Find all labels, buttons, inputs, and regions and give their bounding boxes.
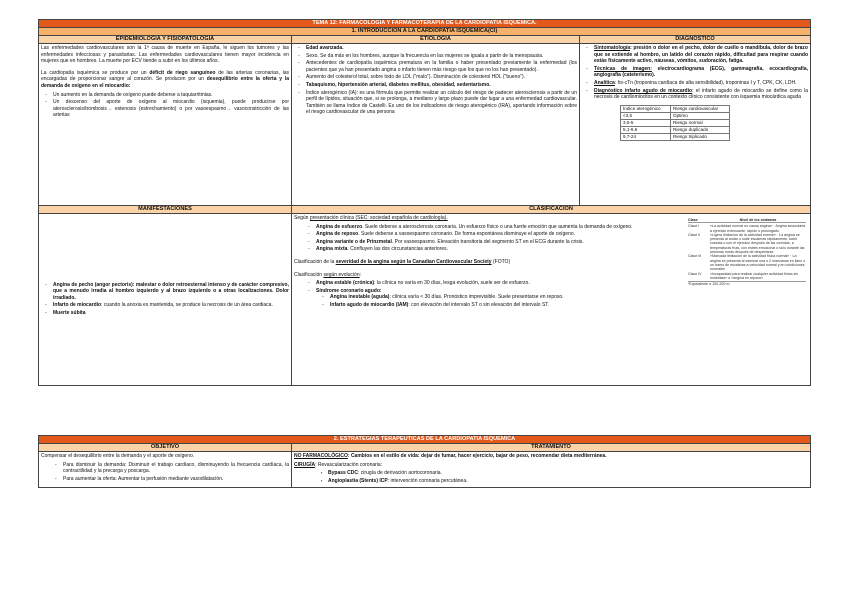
diagnosis-cell xyxy=(580,44,811,206)
list-item: - Infarto de miocardio: cuando la anoxia es mantenida, se produce la necrosis de un área cardiaca. xyxy=(53,302,289,309)
etiology-list xyxy=(294,45,577,116)
clinical-list xyxy=(294,224,676,253)
ccs-footnote: *Equivalente a 100-200 m. xyxy=(688,281,806,286)
list-item: - Infarto agudo de miocardio (IAM): con elevación del intervalo ST o sin elevación del intervalo ST. xyxy=(330,302,676,309)
list-item: - Analítica: hs-cTn (troponina cardíaca de alta sensibilidad), troponinas I y T, CPK, CK, LDH. xyxy=(594,80,808,87)
treatment-cell xyxy=(292,452,811,488)
list-item: - Angina variante o de Prinzmetal. Por vasoespasmo. Elevación transitoria del segmento ST en el ECG durante la crisis. xyxy=(316,239,676,246)
list-item: - Técnicas de imagen: electrocardiograma (ECG), gammagrafía, ecocardiografía, angiografía (cateterismo). xyxy=(594,66,808,79)
surgery-list xyxy=(294,470,808,484)
list-item: ▪ Angioplastia (Stents) ICP: intervención coronaria percutánea. xyxy=(328,478,808,485)
epidemiology-list xyxy=(41,92,289,119)
list-item: - Angina de esfuerzo. Suele deberse a aterosclerosis coronaria. Un esfuerzo físico o una fuerte emoción que aumenta la demanda de oxígeno. xyxy=(316,224,676,231)
list-item: - Angina mixta. Confluyen las dos circunstancias anteriores. xyxy=(316,246,676,253)
table-row: 3,5-5 Riesgo normal xyxy=(621,119,730,126)
table-row: 9,7-24 Riesgo triplicado xyxy=(621,133,730,140)
list-item: - Angina de pecho (angor pectoris): malestar o dolor retroesternal intenso y de carácter compresivo, que a menudo irradia al hombro izquierdo y al brazo izquierdo o a otras localizaciones. Dolor irradiado. xyxy=(53,282,289,302)
table-header: Riesgo cardiovascular xyxy=(671,105,730,112)
atherogenic-index-table xyxy=(620,105,730,141)
document-title: TEMA 12: FARMACOLOGÍA Y FARMACOTERAPIA DE LA CARDIOPATÍA ISQUÉMICA. xyxy=(39,20,811,28)
classification-text xyxy=(294,215,676,309)
classification-header: CLASIFICACIÓN xyxy=(292,206,811,214)
list-item: - Sexo. Se da más en los hombres, aunque la frecuencia en las mujeres se iguala a partir de la menopausia. xyxy=(306,53,577,60)
objective-header: OBJETIVO xyxy=(39,444,292,452)
etiology-cell xyxy=(292,44,580,206)
evolution-list xyxy=(294,280,676,308)
clinical-presentation-title: Según presentación clínica (SEC: sociedad española de cardiología). xyxy=(294,215,448,221)
table-row: Clase IV «Incapacidad para realizar cualquier actividad física sin molestias» o «angina en reposo» xyxy=(688,271,799,280)
manifestations-cell xyxy=(39,214,292,386)
section2-table xyxy=(38,435,811,488)
manifestations-header: MANIFESTACIONES xyxy=(39,206,292,214)
ccs-severity-table xyxy=(688,218,806,286)
list-item: ▪ Bypass CDC: cirugía de derivación aortocoronaria. xyxy=(328,470,808,477)
list-item: - Angina de reposo. Suele deberse a vasoespasmo coronario. De forma espontánea disminuye el aporte de oxígeno. xyxy=(316,231,676,238)
table-row: 5,1-9,6 Riesgo duplicado xyxy=(621,126,730,133)
list-item: - Muerte súbita xyxy=(53,310,289,317)
list-item: - Para aumentar la oferta: Aumentar la perfusión mediante vasodilatación. xyxy=(63,476,289,483)
list-item: - Aumento del colesterol total, sobre todo de LDL ("malo"). Disminución de colesterol HDL ("bueno"). xyxy=(306,74,577,81)
epidemiology-paragraph-1: Las enfermedades cardiovasculares son la 1ª causa de muerte en España, le siguen los tumores y las enfermedades infecciosas y parasitarias. Las enfermedades cardiovasculares tienen mayor incidencia en mujeres que en hombres. La muerte por ECV tiende a subir en los últimos años. xyxy=(41,45,289,65)
objective-list xyxy=(41,462,289,483)
list-item: - Antecedentes de cardiopatía isquémica prematura en la familia o haber presentado previamente la enfermedad (los pacientes que ya han presentado angina o infarto tienen más riesgo que los que no los han presentado). xyxy=(306,60,577,73)
objective-intro: Compensar el desequilibrio entre la demanda y el aporte de oxígeno. xyxy=(41,453,195,459)
epidemiology-paragraph-2: La cardiopatía isquémica se produce por un déficit de riego sanguíneo de las arterias coronarias, las encargadas de proporcionar sangre al corazón. Se producen por un desequilibrio entre la oferta y la demanda de oxígeno en el miocardio: xyxy=(41,69,290,89)
section1-table xyxy=(38,19,811,386)
table-row: Clase II «Ligera limitación de la actividad normal» · La angina se presenta al andar o subir escaleras rápidamente, subir cuestas o con el ejercicio después de las comidas, a temperaturas frías, con estrés emocional o sólo durante las primeras horas después de despertarse xyxy=(688,232,805,255)
evolution-title: Clasificación según evolución: xyxy=(294,271,361,278)
table-header: Índice aterogénico xyxy=(621,105,671,112)
objective-cell xyxy=(39,452,292,488)
list-item: - Diagnóstico infarto agudo de miocardio: el infarto agudo de miocardio se define como la necrosis de cardiomiocitos en un contexto clínico consistente con isquemia miocárdica aguda xyxy=(594,88,808,101)
table-row: Clase I «La actividad normal no causa angina» · Angina secundaria a ejercicio extenuante, rápido o prolongado xyxy=(688,224,806,233)
list-item: - Un aumento en la demanda de oxígeno puede deberse a taquiarritmias. xyxy=(53,92,289,99)
list-item: - Tabaquismo, hipertensión arterial, diabetes mellitus, obesidad, sedentarismo. xyxy=(306,82,577,89)
diagnosis-header: DIAGNÓSTICO xyxy=(580,36,811,44)
list-item: - Angina inestable (aguda): clínica varía < 30 días. Pronóstico imprevisible. Suele presentarse en reposo. xyxy=(330,294,676,301)
list-item: - Para disminuir la demanda: Disminuir el trabajo cardíaco, disminuyendo la frecuencia cardíaca, la contractilidad y la precarga y poscarga. xyxy=(63,462,289,475)
sca-list xyxy=(316,294,676,308)
section2-header: 2. ESTRATEGIAS TERAPÉUTICAS DE LA CARDIOPATÍA ISQUÉMICA xyxy=(39,436,811,444)
list-item: - Un descenso del aporte de oxígeno al miocardio (isquemia), puede producirse por aterosclerosis/trombosis→ estenosis (estrechamiento) o por vasoespasmo→ vasoconstricción de las arterias xyxy=(53,99,289,119)
table-row: Clase III «Marcada limitación de la actividad física normal» · La angina se presenta al caminar una o 2 manzanas en llano o un tramo de escaleras a velocidad normal y en condiciones normales xyxy=(688,254,806,272)
severity-title: Clasificación de la severidad de la angina según la Canadian Cardiovascular Society (FOTO) xyxy=(294,258,511,265)
epidemiology-cell xyxy=(39,44,292,206)
manifestations-list xyxy=(41,282,289,317)
table-header: Clase Nivel de los síntomas xyxy=(688,218,806,223)
etiology-header: ETIOLOGÍA xyxy=(292,36,580,44)
list-item: - Angina estable (crónica): la clínica no varía en 30 días, lesga evolución, suele ser de esfuerzo. xyxy=(316,280,676,287)
non-pharmacological: NO FARMACOLÓGICO: Cambios en el estilo de vida: dejar de fumar, hacer ejercicio, bajar de peso, recomendar dieta mediterránea. xyxy=(294,453,607,459)
list-item: - Índice aterogénico (IA): es una fórmula que permite realizar un cálculo del riesgo de padecer aterosclerosis a partir de un perfil de lípidos, situación que, si se prolonga, a mediano y largo plazo puede dar lugar a una enfermedad cardiovascular. También se llama índice de Castelli. Es uno de los indicadores de riesgo aterogénico (IRA), aportando información sobre el riesgo cardiovascular de una persona xyxy=(306,90,577,116)
diagnosis-list xyxy=(582,45,808,101)
list-item: - Síndrome coronario agudo: - Angina inestable (aguda): clínica varía < 30 días. Pronóstico imprevisible. Suele presentarse en reposo. - Infarto agudo de miocardio (IAM): con elevación del intervalo ST o sin elevación del intervalo ST. xyxy=(316,288,676,309)
surgery: CIRUGÍA: Revascularización coronaria: xyxy=(294,461,383,468)
list-item: - Edad avanzada. xyxy=(306,45,577,52)
classification-cell xyxy=(292,214,811,386)
epidemiology-header: EPIDEMIOLOGÍA Y FISIOPATOLOGÍA xyxy=(39,36,292,44)
table-row: <3,5 Óptimo xyxy=(621,112,730,119)
treatment-header: TRATAMIENTO xyxy=(292,444,811,452)
list-item: - Sintomatología: presión o dolor en el pecho, dolor de cuello o mandíbula, dolor de brazo que se extiende al hombro, un latido del corazón rápido, dificultad para respirar cuando estás físicamente activo, náuseas, vómitos, sudoración, fatiga. xyxy=(594,45,808,65)
section1-header: 1. INTRODUCCIÓN A LA CARDIOPATÍA ISQUÉMICA(CI) xyxy=(39,28,811,36)
